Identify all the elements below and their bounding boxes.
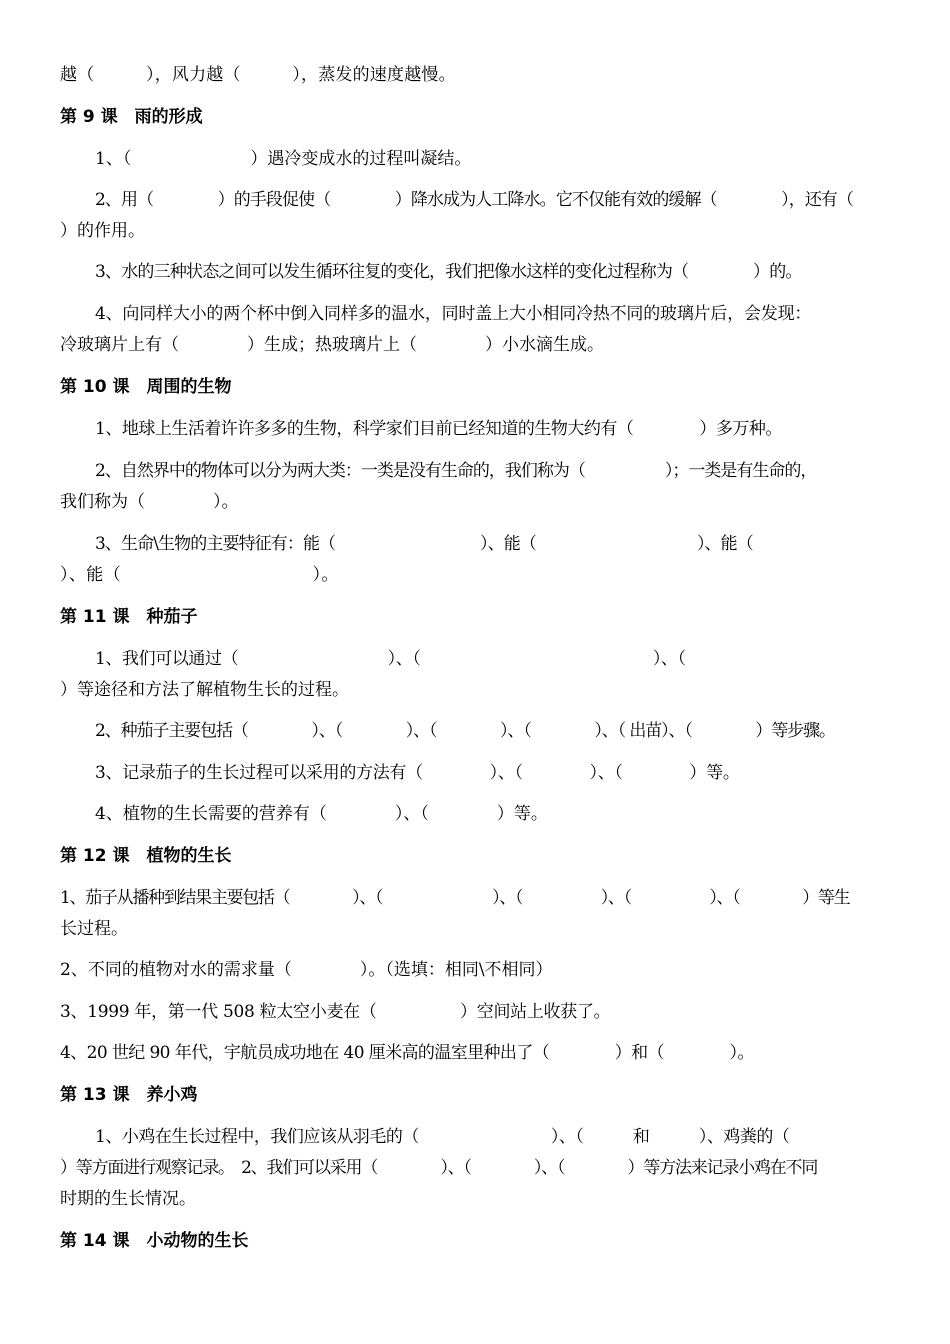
question-line: 1、小鸡在生长过程中，我们应该从羽毛的（ ）、（ 和 ）、鸡粪的（ xyxy=(95,1127,790,1147)
question-line: 2、不同的植物对水的需求量（ ）。（选填：相同\不相同） xyxy=(60,960,553,980)
text-line: 越（ ），风力越（ ），蒸发的速度越慢。 xyxy=(60,65,456,85)
question-line: 4、植物的生长需要的营养有（ ）、（ ）等。 xyxy=(95,804,548,824)
lesson-heading: 第 11 课 种茄子 xyxy=(60,607,198,627)
question-line: 3、生命\生物的主要特征有：能（ ）、能（ ）、能（ xyxy=(95,534,753,554)
question-line: 2、种茄子主要包括（ ）、（ ）、（ ）、（ ）、（ 出苗）、（ ）等步骤。 xyxy=(95,721,835,741)
lesson-heading: 第 13 课 养小鸡 xyxy=(60,1085,198,1105)
question-line: 1、地球上生活着许许多多的生物，科学家们目前已经知道的生物大约有（ ）多万种。 xyxy=(95,419,782,439)
lesson-heading: 第 10 课 周围的生物 xyxy=(60,377,232,397)
question-line: 1、茄子从播种到结果主要包括（ ）、（ ）、（ ）、（ ）、（ ）等生 xyxy=(60,888,850,908)
question-line-continued: ）等方面进行观察记录。 2、我们可以采用（ ）、（ ）、（ ）等方法来记录小鸡在不同 xyxy=(60,1158,818,1178)
question-line-continued: 我们称为（ ）。 xyxy=(60,492,239,512)
question-line: 2、用（ ）的手段促使（ ）降水成为人工降水。它不仅能有效的缓解（ ），还有（ xyxy=(95,190,854,210)
lesson-heading: 第 9 课 雨的形成 xyxy=(60,107,203,127)
question-line: 4、20 世纪 90 年代，宇航员成功地在 40 厘米高的温室里种出了（ ）和（ ）。 xyxy=(60,1043,754,1063)
question-line: 3、1999 年，第一代 508 粒太空小麦在（ ）空间站上收获了。 xyxy=(60,1002,611,1022)
question-line: 1、（ ）遇冷变成水的过程叫凝结。 xyxy=(95,149,472,169)
lesson-heading: 第 14 课 小动物的生长 xyxy=(60,1231,249,1251)
question-line-continued: ）的作用。 xyxy=(60,221,145,241)
question-line-continued: ）、能（ ）。 xyxy=(60,565,339,585)
question-line: 3、记录茄子的生长过程可以采用的方法有（ ）、（ ）、（ ）等。 xyxy=(95,763,740,783)
question-line: 3、水的三种状态之间可以发生循环往复的变化，我们把像水这样的变化过程称为（ ）的。 xyxy=(95,262,802,282)
question-line-continued: 时期的生长情况。 xyxy=(60,1189,196,1209)
question-line: 4、向同样大小的两个杯中倒入同样多的温水，同时盖上大小相同冷热不同的玻璃片后，会发现： xyxy=(95,304,812,324)
question-line-continued: 冷玻璃片上有（ ）生成；热玻璃片上（ ）小水滴生成。 xyxy=(60,335,604,355)
question-line: 2、自然界中的物体可以分为两大类：一类是没有生命的，我们称为（ ）；一类是有生命的， xyxy=(95,461,817,481)
lesson-heading: 第 12 课 植物的生长 xyxy=(60,846,232,866)
question-line-continued: ）等途径和方法了解植物生长的过程。 xyxy=(60,680,349,700)
question-line-continued: 长过程。 xyxy=(60,919,128,939)
question-line: 1、我们可以通过（ ）、（ ）、（ xyxy=(95,649,686,669)
